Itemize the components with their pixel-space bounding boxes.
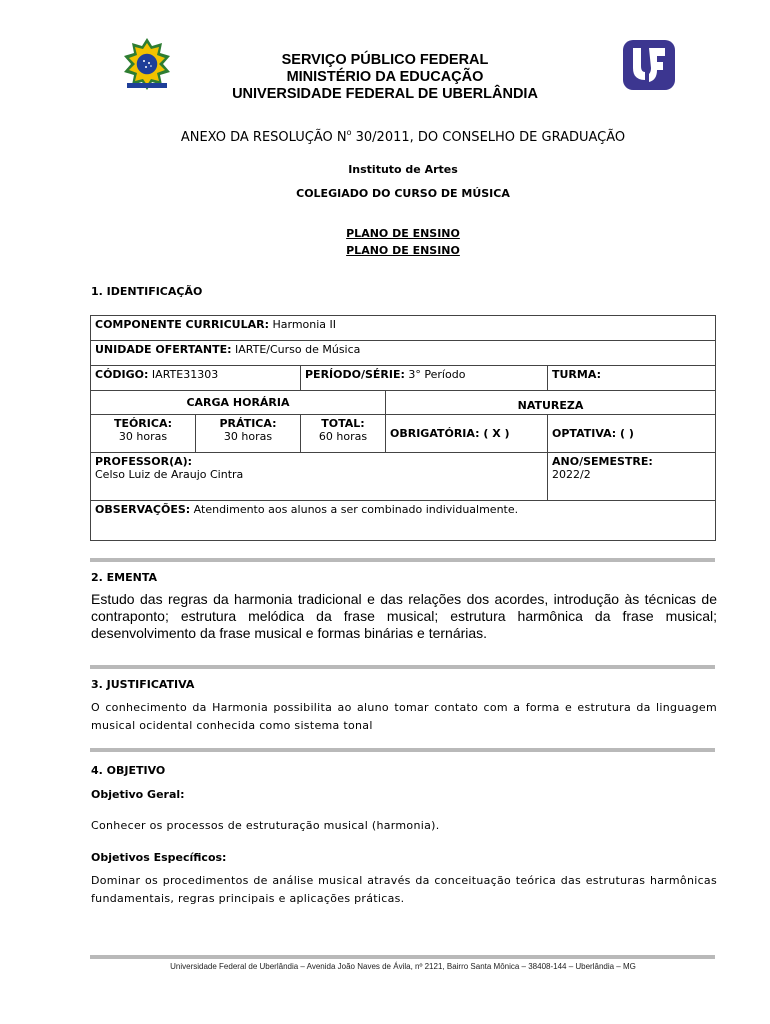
- obs-value: Atendimento aos alunos a ser combinado individualmente.: [190, 503, 519, 516]
- header-line-3: UNIVERSIDADE FEDERAL DE UBERLÂNDIA: [232, 86, 538, 102]
- objetivos-especificos-label: Objetivos Específicos:: [91, 851, 227, 864]
- periodo-value: 3° Período: [404, 368, 466, 381]
- optativa-cell: OPTATIVA: ( ): [548, 415, 716, 453]
- ano-label: ANO/SEMESTRE:: [552, 455, 653, 468]
- codigo-label: CÓDIGO:: [95, 368, 149, 381]
- componente-value: Harmonia II: [269, 318, 337, 331]
- unidade-label: UNIDADE OFERTANTE:: [95, 343, 232, 356]
- plan-title-1: PLANO DE ENSINO: [346, 227, 460, 240]
- institute-name: Instituto de Artes: [348, 163, 458, 176]
- turma-label: TURMA:: [552, 368, 601, 381]
- professor-label: PROFESSOR(A):: [95, 455, 193, 468]
- observacoes-cell: [91, 501, 716, 541]
- objetivo-geral-text: Conhecer os processos de estruturação musical (harmonia).: [91, 819, 440, 832]
- identification-table: [90, 315, 716, 541]
- justificativa-text: O conhecimento da Harmonia possibilita ao aluno tomar contato com a forma e estrutura da linguagem musical ocidental conhecida como sistema tonal: [91, 701, 717, 732]
- separator-2: [90, 665, 715, 669]
- professor-value: Celso Luiz de Araujo Cintra: [95, 468, 244, 481]
- plan-title-2: PLANO DE ENSINO: [346, 244, 460, 257]
- header-line-2: MINISTÉRIO DA EDUCAÇÃO: [286, 69, 484, 85]
- total-value: 60 horas: [318, 430, 368, 443]
- teorica-label: TEÓRICA:: [113, 417, 173, 430]
- periodo-label: PERÍODO/SÉRIE:: [305, 368, 405, 381]
- codigo-cell: [91, 366, 301, 391]
- section-ementa-heading: 2. EMENTA: [91, 571, 158, 584]
- carga-horaria-cell: CARGA HORÁRIA: [91, 391, 386, 415]
- ano-semestre-cell: [548, 453, 716, 501]
- componente-cell: [91, 316, 716, 341]
- footer-separator: [90, 955, 715, 959]
- obs-label: OBSERVAÇÕES:: [95, 503, 191, 516]
- annex-sup: o: [346, 128, 352, 137]
- professor-cell: [91, 453, 548, 501]
- codigo-value: IARTE31303: [148, 368, 219, 381]
- annex-prefix: ANEXO DA RESOLUÇÃO N: [180, 130, 347, 145]
- annex-suffix: 30/2011, DO CONSELHO DE GRADUAÇÃO: [351, 130, 626, 145]
- section-identificacao-heading: 1. IDENTIFICAÇÃO: [91, 285, 203, 298]
- colegiado-name: COLEGIADO DO CURSO DE MÚSICA: [296, 187, 510, 200]
- obrigatoria-cell: OBRIGATÓRIA: ( X ): [386, 415, 548, 453]
- ementa-text: Estudo das regras da harmonia tradicional e das relações dos acordes, introdução às técnicas de contraponto; estrutura melódica da frase musical; estrutura harmônica da frase musical; desenvolvimento da frase musical e formas binárias e ternárias.: [91, 591, 717, 641]
- unidade-value: IARTE/Curso de Música: [231, 343, 361, 356]
- pratica-label: PRÁTICA:: [219, 417, 277, 430]
- teorica-value: 30 horas: [118, 430, 168, 443]
- institution-header: [0, 52, 770, 103]
- section-objetivo-heading: 4. OBJETIVO: [91, 764, 166, 777]
- teorica-cell: [91, 415, 196, 453]
- unidade-cell: [91, 341, 716, 366]
- objetivo-geral-label: Objetivo Geral:: [91, 788, 185, 801]
- natureza-cell: NATUREZA: [386, 391, 716, 415]
- pratica-value: 30 horas: [223, 430, 273, 443]
- footer-address: Universidade Federal de Uberlândia – Avenida João Naves de Ávila, nº 2121, Bairro Santa Mônica – 38408-144 – Uberlândia – MG: [170, 962, 636, 971]
- pratica-cell: [196, 415, 301, 453]
- header-line-1: SERVIÇO PÚBLICO FEDERAL: [281, 52, 489, 68]
- periodo-cell: [301, 366, 548, 391]
- objetivos-especificos-text: Dominar os procedimentos de análise musical através da conceituação teórica das estruturas harmônicas fundamentais, regras principais e aplicações práticas.: [91, 874, 717, 905]
- ano-value: 2022/2: [552, 468, 591, 481]
- turma-cell: [548, 366, 716, 391]
- total-label: TOTAL:: [321, 417, 365, 430]
- annex-title: [0, 128, 770, 145]
- componente-label: COMPONENTE CURRICULAR:: [95, 318, 269, 331]
- section-justificativa-heading: 3. JUSTIFICATIVA: [91, 678, 195, 691]
- total-cell: [301, 415, 386, 453]
- separator-3: [90, 748, 715, 752]
- separator-1: [90, 558, 715, 562]
